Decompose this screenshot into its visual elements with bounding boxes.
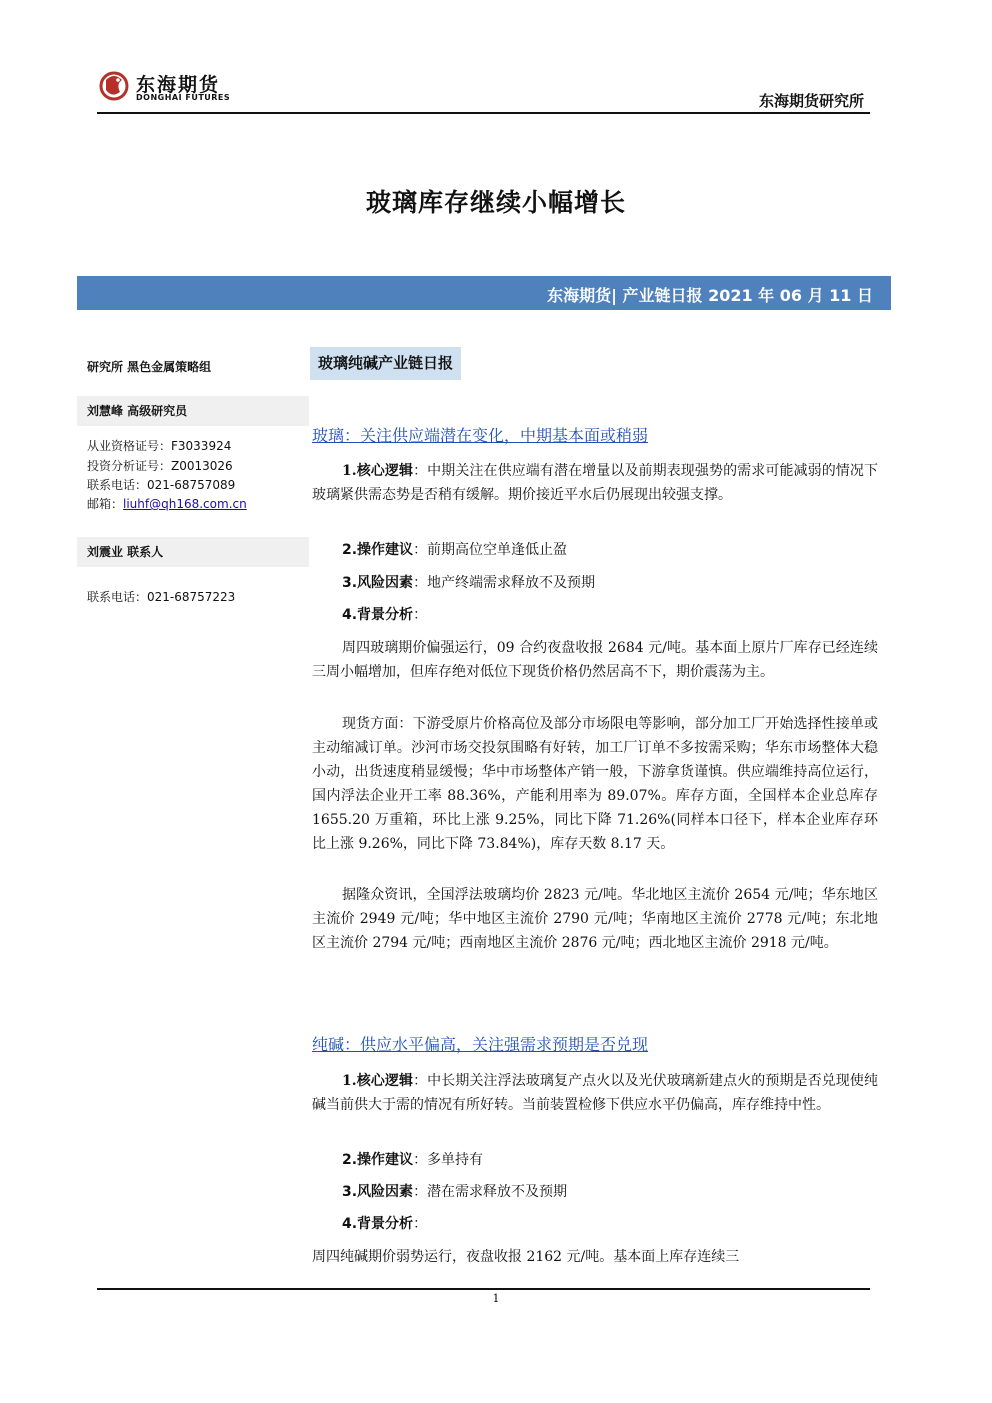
soda-heading[interactable]: 纯碱：供应水平偏高，关注强需求预期是否兑现 bbox=[312, 1035, 649, 1054]
sidebar-dept: 研究所 黑色金属策略组 bbox=[87, 360, 212, 374]
header-rule bbox=[97, 112, 870, 114]
sidebar-analyst2-phone: 联系电话：021-68757223 bbox=[87, 590, 236, 604]
glass-para-3: 据隆众资讯，全国浮法玻璃均价 2823 元/吨。华北地区主流价 2654 元/吨；华东地区主流价 2949 元/吨；华中地区主流价 2790 元/吨；华南地区主流价 2778 元/吨；东北地区主流价 2794 元/吨；西南地区主流价 2876 元/吨；西北地区主流价 2918 元/吨。 bbox=[312, 887, 878, 951]
soda-risk-label: 3.风险因素 bbox=[342, 1184, 414, 1200]
soda-para-1: 周四纯碱期价弱势运行，夜盘收报 2162 元/吨。基本面上库存连续三 bbox=[312, 1249, 740, 1265]
sidebar-analyst2-name: 刘震业 联系人 bbox=[77, 537, 309, 567]
page-number: 1 bbox=[492, 1292, 500, 1305]
sidebar-analyst1-name: 刘慧峰 高级研究员 bbox=[77, 396, 309, 426]
footer-rule bbox=[97, 1288, 870, 1290]
report-banner bbox=[77, 276, 891, 310]
soda-bg-label: 4.背景分析 bbox=[342, 1216, 414, 1232]
glass-heading[interactable]: 玻璃：关注供应端潜在变化，中期基本面或稍弱 bbox=[312, 426, 649, 445]
soda-logic-label: 1.核心逻辑 bbox=[342, 1073, 414, 1089]
soda-risk bbox=[342, 1180, 567, 1204]
email-label: 邮箱： bbox=[87, 497, 124, 511]
glass-para-2: 现货方面：下游受原片价格高位及部分市场限电等影响，部分加工厂开始选择性接单或主动缩减订单。沙河市场交投氛围略有好转，加工厂订单不多按需采购；华东市场整体大稳小动，出货速度稍显缓慢；华中市场整体产销一般，下游拿货谨慎。供应端维持高位运行，国内浮法企业开工率 88.36%，产能利用率为 89.07%。库存方面，全国样本企业总库存 1655.20 万重箱，环比上涨 9.25%，同比下降 71.26%(同样本口径下，样本企业库存环比上涨 9.26%，同比下降 73.84%)，库存天数 8.17 天。 bbox=[312, 716, 878, 852]
logo-dragon-icon bbox=[98, 68, 130, 104]
soda-risk-text: ：潜在需求释放不及预期 bbox=[413, 1184, 568, 1200]
glass-logic-label: 1.核心逻辑 bbox=[342, 463, 414, 479]
glass-bg-label: 4.背景分析 bbox=[342, 607, 414, 623]
soda-op-label: 2.操作建议 bbox=[342, 1152, 414, 1168]
soda-logic-text: ：中长期关注浮法玻璃复产点火以及光伏玻璃新建点火的预期是否兑现使纯碱当前供大于需的情况有所好转。当前装置检修下供应水平仍偏高，库存维持中性。 bbox=[312, 1073, 878, 1113]
glass-logic-text: ：中期关注在供应端有潜在增量以及前期表现强势的需求可能减弱的情况下玻璃紧供需态势是否稍有缓解。期价接近平水后仍展现出较强支撑。 bbox=[312, 463, 878, 503]
glass-logic bbox=[312, 459, 878, 507]
page-title: 玻璃库存继续小幅增长 bbox=[365, 188, 626, 217]
logo-cn-text: 东海期货 bbox=[136, 74, 221, 96]
soda-logic bbox=[312, 1069, 878, 1117]
logo-en-text: DONGHAI FUTURES bbox=[136, 93, 231, 102]
section-tag: 玻璃纯碱产业链日报 bbox=[310, 347, 461, 380]
glass-op bbox=[342, 538, 567, 562]
glass-risk-text: ：地产终端需求释放不及预期 bbox=[413, 575, 596, 591]
soda-bg-colon: ： bbox=[413, 1216, 428, 1232]
soda-op-text: ：多单持有 bbox=[413, 1152, 484, 1168]
sidebar-analyst1-email-row bbox=[77, 494, 309, 514]
glass-risk bbox=[342, 571, 595, 595]
sidebar-analyst1-qual: 从业资格证号：F3033924 bbox=[87, 439, 232, 453]
sidebar-analyst1-phone: 联系电话：021-68757089 bbox=[87, 478, 236, 492]
glass-op-label: 2.操作建议 bbox=[342, 542, 414, 558]
soda-op bbox=[342, 1148, 483, 1172]
glass-bg-colon: ： bbox=[413, 607, 428, 623]
glass-op-text: ：前期高位空单逢低止盈 bbox=[413, 542, 568, 558]
glass-para-1: 周四玻璃期价偏强运行，09 合约夜盘收报 2684 元/吨。基本面上原片厂库存已经连续三周小幅增加，但库存绝对低位下现货价格仍然居高不下，期价震荡为主。 bbox=[312, 640, 878, 680]
soda-bg bbox=[342, 1212, 427, 1236]
banner-text: 东海期货| 产业链日报 2021 年 06 月 11 日 bbox=[547, 286, 873, 305]
glass-risk-label: 3.风险因素 bbox=[342, 575, 414, 591]
sidebar-analyst1-invest: 投资分析证号：Z0013026 bbox=[87, 459, 233, 473]
institute-name: 东海期货研究所 bbox=[758, 92, 864, 110]
company-logo bbox=[98, 68, 238, 108]
email-link[interactable]: liuhf@qh168.com.cn bbox=[123, 497, 247, 511]
glass-bg bbox=[342, 603, 427, 627]
